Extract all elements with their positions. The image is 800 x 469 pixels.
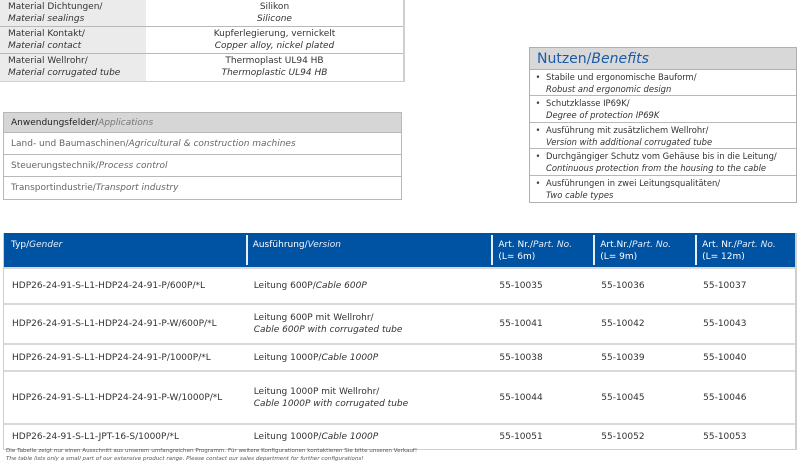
label-de: Material Dichtungen/ [8,2,103,12]
value-de: Silikon [259,2,290,12]
cell-part-9m: 55-10039 [601,352,645,363]
material-value [146,27,403,53]
application-item [4,177,401,199]
table-row [4,423,795,449]
benefit-item [530,70,796,96]
value-en: Silicone [257,14,292,24]
benefit-item [530,96,796,122]
cell-part-9m: 55-10036 [601,281,645,291]
version-de: Leitung 1000P mit Wellrohr/ [253,386,380,397]
material-value [146,54,403,81]
value-de: Thermoplast UL94 HB [225,56,324,66]
item-de: Land- und Baumaschinen/ [11,139,129,149]
cell-type: HDP26-24-91-S-L1-HDP24-24-91-P-W/1000P/*L [12,392,223,403]
product-table-header [4,233,795,267]
label-en: Material corrugated tube [8,68,121,78]
cell-part-12m: 55-10046 [703,392,747,403]
value-de: Kupferlegierung, vernickelt [213,29,336,39]
header-de: Typ/ [11,240,30,250]
benefit-item [530,149,796,175]
cell-type: HDP26-24-91-S-L1-JPT-16-S/1000P/*L [12,432,179,442]
cell-version [246,345,492,370]
header-length: (L= 9m) [600,252,638,262]
header-en: Part. No. [736,240,776,250]
cell-version [246,372,492,423]
value-en: Thermoplastic UL94 HB [221,68,328,78]
material-row-contact [0,27,403,54]
item-en: Two cable types [546,189,614,200]
product-table [3,233,797,450]
version-en: Cable 1000P with corrugated tube [253,398,409,409]
version-en: Cable 600P with corrugated tube [253,325,403,335]
bullet-icon: • [535,151,541,162]
column-header-type [4,233,246,267]
applications-table [3,112,402,200]
version-de: Leitung 600P mit Wellrohr/ [253,313,374,323]
cell-part-12m: 55-10040 [703,352,747,363]
version-de: Leitung 1000P/ [253,352,322,363]
cell-type: HDP26-24-91-S-L1-HDP24-24-91-P-W/600P/*L [12,319,217,329]
item-en: Degree of protection IP69K [546,110,660,121]
label-de: Material Wellrohr/ [8,56,88,66]
cell-part-9m: 55-10052 [601,432,645,442]
material-label [0,27,146,53]
item-en: Transport industry [95,183,179,193]
header-en: Part. No. [532,240,572,250]
item-de: Steuerungstechnik/ [11,161,99,171]
item-de: Schutzklasse IP69K/ [546,98,630,109]
value-en: Copper alloy, nickel plated [214,41,335,51]
application-item [4,133,401,155]
column-header-version [246,233,492,267]
header-en: Version [307,240,341,250]
bullet-icon: • [535,177,541,188]
item-de: Transportindustrie/ [11,183,96,193]
cell-version [246,425,492,449]
item-de: Durchgängiger Schutz vom Gehäuse bis in die Leitung/ [546,151,777,162]
cell-part-6m: 55-10038 [499,352,543,363]
material-label [0,0,146,26]
version-de: Leitung 600P/ [253,281,316,291]
column-header-part-9m [593,233,695,267]
header-en: Benefits [591,51,649,67]
version-en: Cable 1000P [321,432,379,442]
table-footnote [6,447,417,463]
label-en: Material sealings [8,14,85,24]
cell-part-6m: 55-10041 [499,319,543,329]
item-de: Ausführungen in zwei Leitungsqualitäten/ [546,177,721,188]
material-row-tube [0,54,403,81]
item-en: Process control [98,161,168,171]
label-de: Material Kontakt/ [8,29,85,39]
cell-part-6m: 55-10035 [499,281,543,291]
bullet-icon: • [535,98,541,109]
footnote-de: Die Tabelle zeigt nur einen Ausschnitt aus unserem umfangreichen Programm. Für weitere Konfigurationen kontaktieren Sie bitte unseren Verkauf! [6,448,418,454]
benefit-item [530,176,796,202]
label-en: Material contact [8,41,82,51]
header-en: Part. No. [632,240,671,250]
version-en: Cable 1000P [321,352,379,363]
bullet-icon: • [535,72,541,82]
header-de: Anwendungsfelder/ [11,118,99,128]
cell-type: HDP26-24-91-S-L1-HDP24-24-91-P/600P/*L [12,281,206,291]
header-de: Nutzen/ [537,51,592,67]
item-de: Stabile und ergonomische Bauform/ [546,72,697,82]
cell-part-9m: 55-10045 [601,392,645,403]
header-en: Gender [29,240,63,250]
cell-part-9m: 55-10042 [601,319,645,329]
header-de: Art.Nr./ [600,240,632,250]
version-en: Cable 600P [315,281,367,291]
cell-version [246,269,492,303]
item-en: Robust and ergonomic design [546,84,672,94]
cell-version [246,305,492,343]
applications-header [4,113,401,133]
benefits-header [530,48,796,70]
item-en: Continuous protection from the housing to the cable [546,163,767,174]
cell-part-12m: 55-10053 [703,432,747,442]
header-de: Art. Nr./ [498,240,533,250]
cell-part-12m: 55-10043 [703,319,747,329]
table-row [4,303,795,343]
header-length: (L= 6m) [498,252,536,262]
header-length: (L= 12m) [702,252,745,262]
table-row [4,267,795,303]
item-de: Ausführung mit zusätzlichem Wellrohr/ [546,124,709,135]
header-en: Applications [98,118,154,128]
material-row-sealings [0,0,403,27]
application-item [4,155,401,177]
version-de: Leitung 1000P/ [253,432,322,442]
item-en: Agricultural & construction machines [128,139,296,149]
cell-part-6m: 55-10044 [499,392,543,403]
benefits-box [529,47,797,203]
material-value [146,0,403,26]
cell-part-6m: 55-10051 [499,432,543,442]
column-header-part-6m [491,233,593,267]
table-row [4,370,795,423]
header-de: Art. Nr./ [702,240,737,250]
cell-part-12m: 55-10037 [703,281,747,291]
material-table [0,0,405,82]
table-row [4,343,795,370]
cell-type: HDP26-24-91-S-L1-HDP24-24-91-P/1000P/*L [12,352,211,363]
footnote-en: The table lists only a small part of our extensive product range. Please contact our sales department for further configurations! [6,456,364,462]
header-de: Ausführung/ [252,240,308,250]
bullet-icon: • [535,124,541,135]
item-en: Version with additional corrugated tube [546,136,713,147]
benefit-item [530,123,796,149]
material-label [0,54,146,81]
column-header-part-12m [695,233,795,267]
